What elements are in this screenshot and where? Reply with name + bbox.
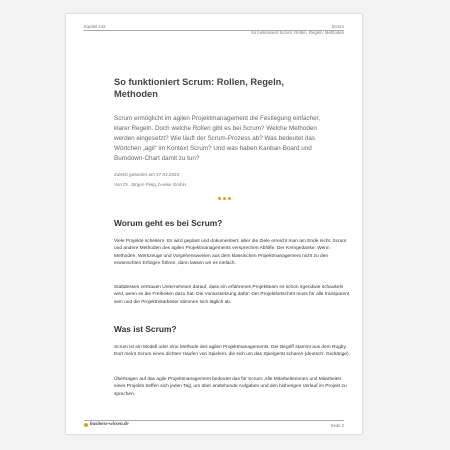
logo-text: business-wissen.de [90, 422, 129, 427]
author: Von Dr. Jürgen Fleig, b-wise GmbH [114, 182, 186, 187]
page-number: Seite 2 [330, 423, 344, 428]
header-divider [84, 30, 344, 31]
header-subtitle: So funktioniert Scrum: Rollen, Regeln, Methoden [250, 30, 344, 35]
page-title: So funktioniert Scrum: Rollen, Regeln, Methoden [114, 77, 284, 99]
paragraph: Übertragen auf das agile Projektmanagement bedeutet das für Scrum: Alle Mitarbeiterinnen und Mitarbeiter eines Projekts treffen sich jeden Tag, um über anstehende Aufgaben und den bisherigen Verlauf im Projekt zu sprechen. [114, 377, 347, 397]
dot-icon [218, 197, 221, 200]
section-heading: Worum geht es bei Scrum? [114, 218, 223, 228]
document-page [66, 14, 362, 434]
dot-icon [228, 197, 231, 200]
paragraph: Viele Projekte scheitern. Es wird geplant und dokumentiert, aber die Ziele erreicht man am Ende nicht. Scrum und andere Methoden des agilen Projektmanagements versprechen Abhilfe. Der Kerngedanke: Wenn Methoden, Werkzeuge und Vorgehensweisen aus dem klassischen Projektmanagement nicht zu den erwünschten Erfolgen führen, dann lassen wir es einfach. [114, 239, 347, 266]
paragraph: Scrum ist ein Modell oder eine Methode des agilen Projektmanagements. Der Begriff stammt aus dem Rugby. Dort meint Scrum einen dichten Haufen von Spielern, die sich um das Spielgerät scharen (deutsch: Gedränge). [114, 345, 350, 358]
separator-dots [218, 197, 231, 200]
footer-logo [84, 422, 129, 427]
paragraph: Stattdessen vertrauen Unternehmen darauf, dass ein erfahrenes Projektteam es schon irgendwie schaukeln wird, wenn es die Freiheiten dazu hat. Die Voraussetzung dafür: Der Projektfortschritt muss für alle transparent sein und die Projektmitarbeiter stimmen sich täglich ab. [114, 285, 350, 305]
section-heading: Was ist Scrum? [114, 324, 177, 334]
updated-date: Zuletzt geändert am 27.04.2023 [114, 172, 180, 177]
logo-dot-icon [84, 423, 88, 427]
dot-icon [223, 197, 226, 200]
intro-text: Scrum ermöglicht im agilen Projektmanagement die Festlegung einfacher, klarer Regeln. Doch welche Rollen gibt es bei Scrum? Welche Methoden werden eingesetzt? Wie läuft der Scrum-Prozess ab? Was bedeutet das Wörtchen „agil“ im Kontext Scrum? Und was haben Kanban-Board und Burndown-Chart damit zu tun? [114, 115, 321, 162]
header-chapter: Kapitel 142 [84, 24, 106, 29]
footer-divider [84, 420, 344, 421]
header-section: Scrum [331, 24, 344, 29]
